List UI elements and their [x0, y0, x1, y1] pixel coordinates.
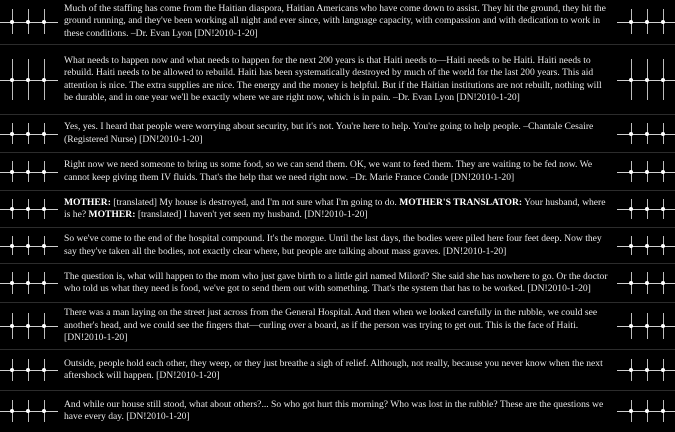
left-rail-decoration — [0, 351, 58, 389]
quote-row — [0, 351, 675, 389]
left-rail-decoration — [0, 392, 58, 430]
right-rail-decoration — [617, 46, 675, 113]
right-rail-decoration — [617, 304, 675, 348]
quote-text: The question is, what will happen to the mom who just gave birth to a little girl named Milord? She said she has nowhere to go. Or the doctor who told us what they need is food, we've got to send them out with something. That's the system that has to be worked. [DN!2010-1-20] — [64, 270, 608, 294]
quote-row — [0, 304, 675, 348]
quote-text: So we've come to the end of the hospital compound. It's the morgue. Until the last days, the bodies were piled here four feet deep. Now they say they've taken all the bodies, not exactly clear where, but people are talking about mass graves. [DN!2010-1-20] — [64, 233, 602, 257]
left-rail-decoration — [0, 154, 58, 189]
quote-text: MOTHER: [translated] My house is destroyed, and I'm not sure what I'm going to do. MOTHER'S TRANSLATOR: Your husband, where is he? MOTHER: [translated] I haven't yet seen my husband. [DN!2010-1-20] — [64, 196, 606, 220]
speaker-label: MOTHER: — [64, 196, 111, 208]
right-rail-decoration — [617, 116, 675, 151]
left-rail-decoration — [0, 265, 58, 301]
quote-row — [0, 229, 675, 262]
quote-text: Yes, yes. I heard that people were worrying about security, but it's not. You're here to help. You're going to help people. –Chantale Cesaire (Registered Nurse) [DN!2010-1-20] — [64, 121, 594, 145]
quote-row — [0, 46, 675, 113]
quote-row — [0, 265, 675, 301]
right-rail-decoration — [617, 265, 675, 301]
left-rail-decoration — [0, 0, 58, 43]
quote-row — [0, 192, 675, 226]
left-rail-decoration — [0, 46, 58, 113]
right-rail-decoration — [617, 351, 675, 389]
left-rail-decoration — [0, 229, 58, 262]
quote-text: Much of the staffing has come from the Haitian diaspora, Haitian Americans who have come down to assist. They hit the ground, they hit the ground running, and they've been working all night and ever since, with language capacity, with compassion and with dedication to work in these conditions. –Dr. Evan Lyon [DN!2010-1-20] — [64, 2, 606, 39]
quote-text: Right now we need someone to bring us some food, so we can send them. OK, we want to feed them. They are waiting to be fed now. We cannot keep giving them IV fluids. That's the help that we need right now. –Dr. Marie France Conde [DN!2010-1-20] — [64, 159, 593, 183]
left-rail-decoration — [0, 116, 58, 151]
right-rail-decoration — [617, 229, 675, 262]
quote-row — [0, 154, 675, 189]
right-rail-decoration — [617, 154, 675, 189]
quote-text: What needs to happen now and what needs to happen for the next 200 years is that Haiti needs to—Haiti needs to be Haiti. Haiti needs to rebuild. Haiti needs to be allowed to rebuild. Haiti has been systematically destroyed by much of the world for the last 200 years. This aid attention is nice. The extra supplies are nice. The energy and the money is helpful. But if the Haitian institutions are not rebuilt, nothing will be durable, and in one year we'll be exactly where we are right now, which is in pain. –Dr. Evan Lyon [DN!2010-1-20] — [64, 54, 602, 103]
left-rail-decoration — [0, 304, 58, 348]
quote-text: Outside, people hold each other, they weep, or they just breathe a sigh of relief. Although, not really, because you never know when the next aftershock will happen. [DN!2010-1-20] — [64, 357, 603, 381]
right-rail-decoration — [617, 0, 675, 43]
speaker-label: MOTHER: — [88, 209, 136, 220]
quote-text: And while our house still stood, what about others?... So who got hurt this morning? Who was lost in the rubble? These are the questions we have every day. [DN!2010-1-20] — [64, 398, 604, 422]
quote-text: There was a man laying on the street just across from the General Hospital. And then when we looked carefully in the rubble, we could see another's head, and we could see the fingers that—curling over a board, as if the person was trying to get out. This is the face of Haiti. [DN!2010-1-20] — [64, 307, 598, 344]
right-rail-decoration — [617, 392, 675, 430]
quote-row — [0, 0, 675, 43]
speaker-label: MOTHER'S TRANSLATOR: — [399, 196, 523, 208]
left-rail-decoration — [0, 192, 58, 226]
quote-row — [0, 116, 675, 151]
right-rail-decoration — [617, 192, 675, 226]
quote-row — [0, 392, 675, 430]
